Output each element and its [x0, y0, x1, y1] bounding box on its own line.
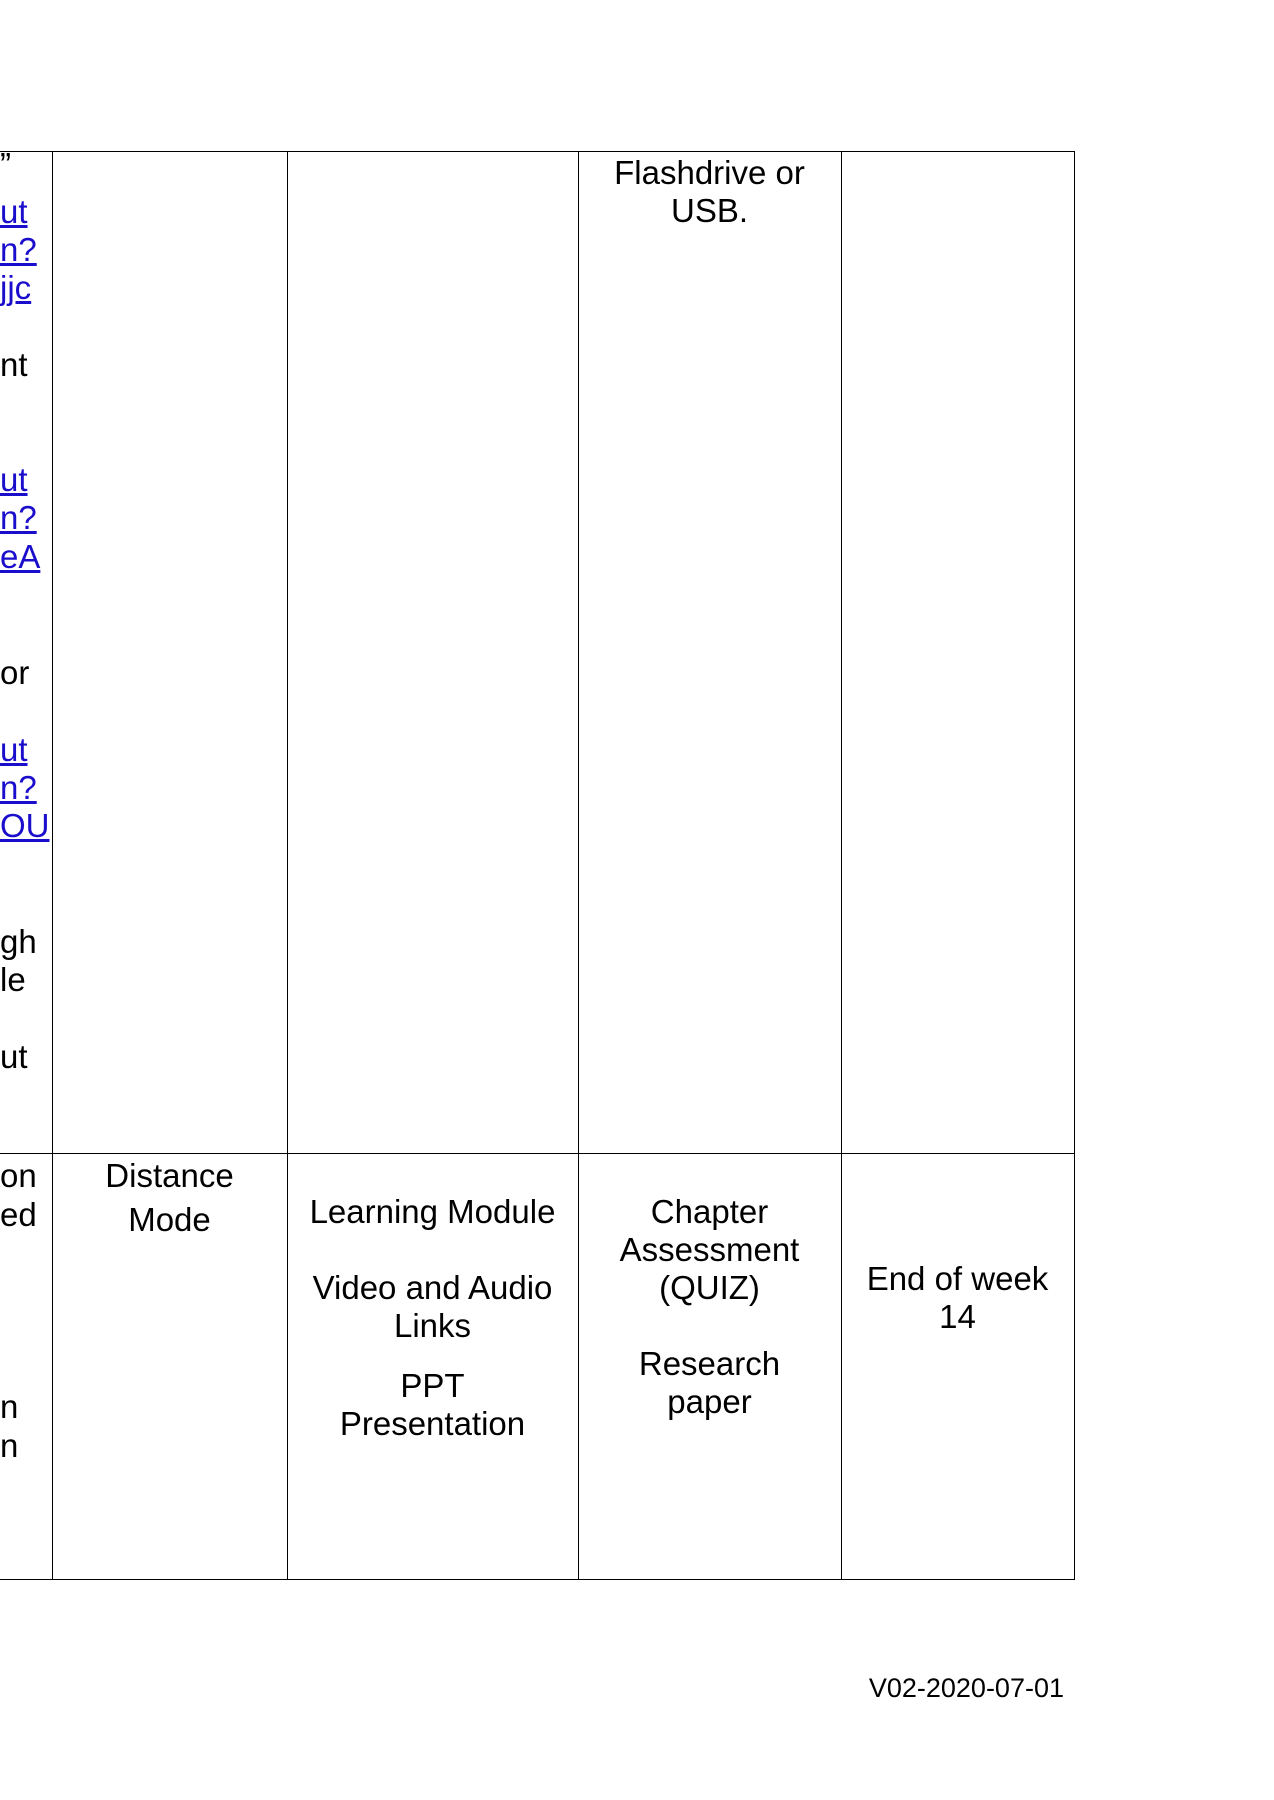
left-link-fragment[interactable]: n? — [0, 231, 37, 268]
materials-item: Presentation — [339, 1405, 526, 1442]
materials-item: PPT — [400, 1367, 465, 1404]
left-fragment: le — [0, 961, 26, 998]
assessment-line: USB. — [670, 192, 749, 229]
left-link-fragment[interactable]: eA — [0, 538, 41, 575]
mode-line: Mode — [128, 1201, 211, 1238]
row2-deadline-cell — [841, 1260, 1074, 1336]
version-label: V02-2020-07-01 — [868, 1673, 1064, 1703]
left-link-fragment[interactable]: ut — [0, 461, 28, 498]
materials-item: Learning Module — [309, 1193, 556, 1230]
left-link-fragment[interactable]: n? — [0, 499, 37, 536]
left-link-fragment[interactable]: n? — [0, 769, 37, 806]
row2-assessment-cell — [578, 1193, 841, 1421]
spacer — [578, 1307, 841, 1345]
materials-item: Video and Audio — [312, 1269, 553, 1306]
row1-assessment-cell — [578, 154, 841, 230]
deadline-line: 14 — [939, 1298, 976, 1335]
assessment-line: Research — [638, 1345, 781, 1382]
spacer — [287, 1345, 578, 1367]
table-border-bottom — [0, 1579, 1075, 1580]
left-fragment: on — [0, 1157, 37, 1194]
assessment-line: (QUIZ) — [659, 1269, 760, 1306]
assessment-line: paper — [667, 1383, 752, 1420]
left-link-fragment[interactable]: jjc — [0, 269, 32, 306]
left-link-fragment[interactable]: ut — [0, 193, 28, 230]
column-divider-1 — [52, 151, 53, 1580]
left-fragment: ut — [0, 1038, 28, 1075]
column-divider-4 — [841, 151, 842, 1580]
column-divider-5 — [1074, 151, 1075, 1580]
spacer — [287, 1231, 578, 1269]
left-link-fragment[interactable]: OU — [0, 807, 50, 844]
materials-item: Links — [393, 1307, 472, 1344]
left-fragment: n — [0, 1388, 19, 1425]
left-fragment: ed — [0, 1196, 37, 1233]
left-fragment: gh — [0, 923, 37, 960]
deadline-line: End of week — [866, 1260, 1049, 1297]
assessment-line: Assessment — [619, 1231, 800, 1268]
left-link-fragment[interactable]: ut — [0, 731, 28, 768]
left-fragment: ” — [0, 146, 11, 183]
row2-mode-cell — [52, 1154, 287, 1242]
assessment-line: Chapter — [650, 1193, 769, 1230]
table-border-top — [0, 151, 1075, 152]
mode-line: Distance — [105, 1157, 234, 1194]
left-fragment: nt — [0, 346, 28, 383]
left-fragment: n — [0, 1427, 19, 1464]
row2-materials-cell — [287, 1193, 578, 1443]
assessment-line: Flashdrive or — [614, 154, 805, 191]
left-fragment: or — [0, 654, 30, 691]
